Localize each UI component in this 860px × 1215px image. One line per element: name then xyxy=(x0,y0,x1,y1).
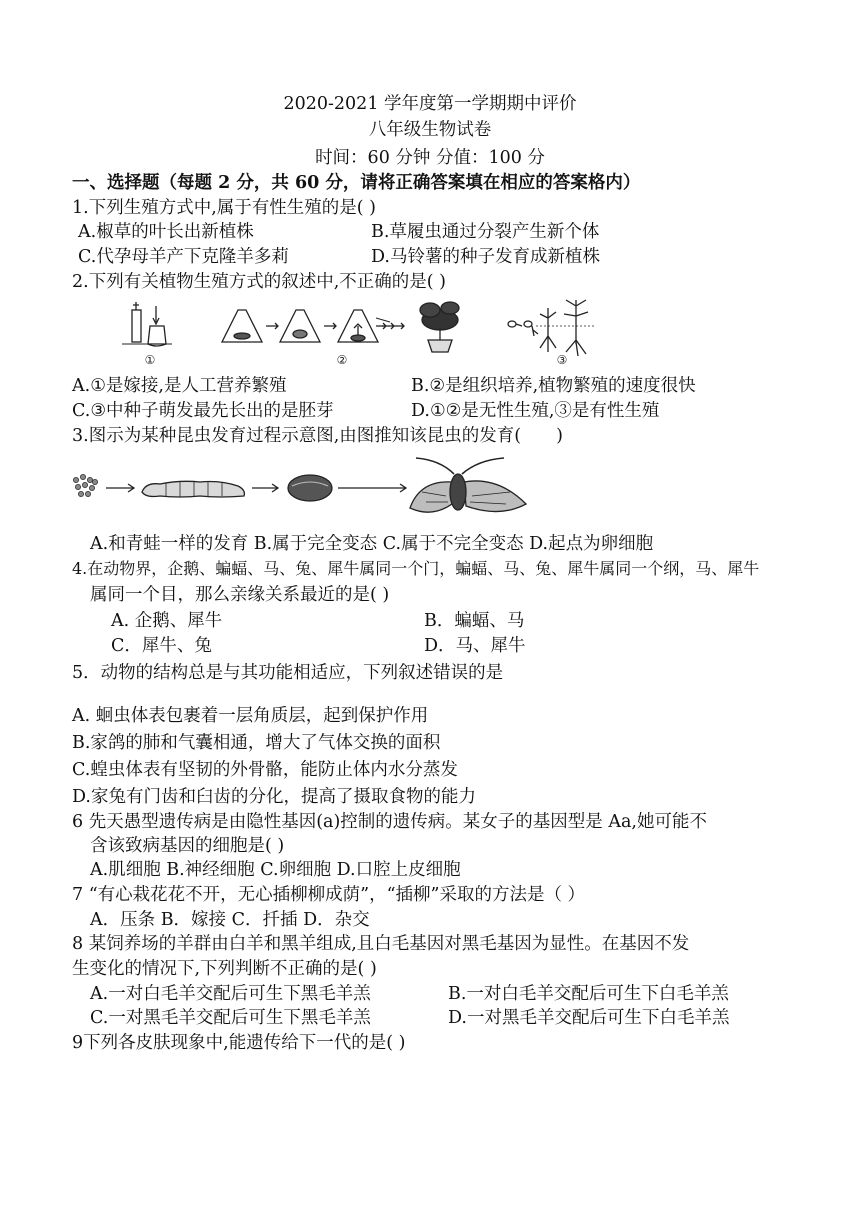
question-1-option-d: D.马铃薯的种子发育成新植株 xyxy=(371,247,600,267)
question-8-option-b: B.一对白毛羊交配后可生下白毛羊羔 xyxy=(448,984,729,1004)
exam-title: 2020-2021 学年度第一学期期中评价 xyxy=(283,94,577,114)
question-5-option-c: C.蝗虫体表有坚韧的外骨骼，能防止体内水分蒸发 xyxy=(72,760,458,780)
question-4-stem-line-1: 4.在动物界，企鹅、蝙蝠、马、兔、犀牛属同一个门，蝙蝠、马、兔、犀牛属同一个纲，马、犀牛 xyxy=(72,559,760,578)
tissue-culture-illustration xyxy=(222,310,404,342)
question-2-option-c: C.③中种子萌发最先长出的是胚芽 xyxy=(72,401,334,421)
plant-reproduction-figure xyxy=(120,296,600,368)
question-1-stem: 1.下列生殖方式中,属于有性生殖的是( ) xyxy=(72,198,376,218)
question-4-option-d: D．马、犀牛 xyxy=(424,636,526,656)
figure-label-2: ② xyxy=(336,353,348,367)
question-8-option-d: D.一对黑毛羊交配后可生下白毛羊羔 xyxy=(448,1008,730,1028)
seed-germination-illustration xyxy=(508,300,594,356)
question-5-stem: 5．动物的结构总是与其功能相适应，下列叙述错误的是 xyxy=(72,663,504,683)
question-3-options: A.和青蛙一样的发育 B.属于完全变态 C.属于不完全变态 D.起点为卵细胞 xyxy=(90,534,654,554)
arrow-icon xyxy=(252,484,278,492)
arrow-icon xyxy=(106,484,134,492)
grafting-illustration xyxy=(122,302,172,346)
larva-illustration xyxy=(142,481,244,497)
question-5-option-b: B.家鸽的肺和气囊相通，增大了气体交换的面积 xyxy=(72,733,441,753)
exam-meta: 时间：60 分钟 分值：100 分 xyxy=(315,148,545,168)
question-4-option-b: B．蝙蝠、马 xyxy=(424,611,525,631)
question-8-option-c: C.一对黑毛羊交配后可生下黑毛羊羔 xyxy=(90,1008,371,1028)
question-2-option-a: A.①是嫁接,是人工营养繁殖 xyxy=(72,376,287,396)
question-6-stem-line-2: 含该致病基因的细胞是( ) xyxy=(90,836,285,856)
moth-illustration xyxy=(410,458,526,512)
question-5-option-d: D.家兔有门齿和臼齿的分化，提高了摄取食物的能力 xyxy=(72,787,476,807)
question-9-stem: 9下列各皮肤现象中,能遗传给下一代的是( ) xyxy=(72,1033,406,1053)
figure-label-3: ③ xyxy=(556,353,568,367)
exam-subtitle: 八年级生物试卷 xyxy=(368,120,492,140)
question-2-stem: 2.下列有关植物生殖方式的叙述中,不正确的是( ) xyxy=(72,272,446,292)
pupa-illustration xyxy=(288,475,332,501)
question-2-option-b: B.②是组织培养,植物繁殖的速度很快 xyxy=(411,376,696,396)
figure-label-1: ① xyxy=(144,353,156,367)
question-4-stem-line-2: 属同一个目，那么亲缘关系最近的是( ) xyxy=(90,585,390,605)
question-3-stem: 3.图示为某种昆虫发育过程示意图,由图推知该昆虫的发育( ) xyxy=(72,426,563,446)
insect-development-figure xyxy=(70,452,530,528)
question-8-option-a: A.一对白毛羊交配后可生下黑毛羊羔 xyxy=(90,984,371,1004)
question-6-stem-line-1: 6 先天愚型遗传病是由隐性基因(a)控制的遗传病。某女子的基因型是 Aa,她可能不 xyxy=(72,812,707,832)
question-4-option-c: C．犀牛、兔 xyxy=(111,636,212,656)
question-2-option-d: D.①②是无性生殖,③是有性生殖 xyxy=(411,401,660,421)
question-5-option-a: A. 蛔虫体表包裹着一层角质层，起到保护作用 xyxy=(72,706,429,726)
question-6-options: A.肌细胞 B.神经细胞 C.卵细胞 D.口腔上皮细胞 xyxy=(90,860,461,880)
question-7-options: A．压条 B．嫁接 C．扦插 D．杂交 xyxy=(90,910,370,930)
question-7-stem: 7 “有心栽花花不开，无心插柳柳成荫”，“插柳”采取的方法是（ ） xyxy=(72,885,586,905)
question-1-option-a: A.椒草的叶长出新植株 xyxy=(78,222,254,242)
section-heading: 一、选择题（每题 2 分，共 60 分，请将正确答案填在相应的答案格内） xyxy=(72,173,641,193)
question-8-stem-line-2: 生变化的情况下,下列判断不正确的是( ) xyxy=(72,959,377,979)
eggs-illustration xyxy=(73,474,97,496)
question-1-option-c: C.代孕母羊产下克隆羊多莉 xyxy=(78,247,289,267)
question-1-option-b: B.草履虫通过分裂产生新个体 xyxy=(371,222,600,242)
question-8-stem-line-1: 8 某饲养场的羊群由白羊和黑羊组成,且白毛基因对黑毛基因为显性。在基因不发 xyxy=(72,934,690,954)
potted-plant-illustration xyxy=(420,302,459,352)
arrow-icon xyxy=(338,484,406,492)
question-4-option-a: A. 企鹅、犀牛 xyxy=(111,611,223,631)
